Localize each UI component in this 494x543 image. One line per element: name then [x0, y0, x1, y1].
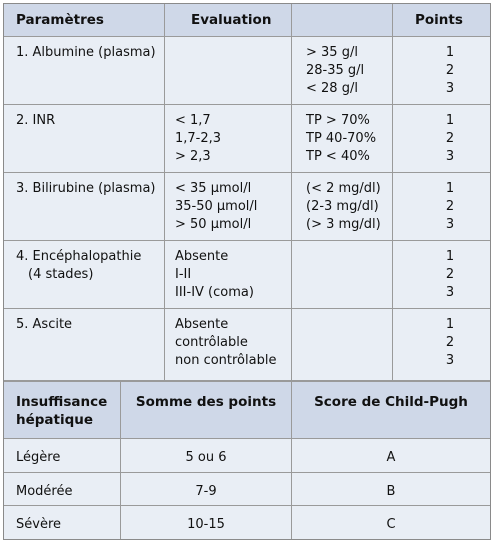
- summary-level: Légère: [16, 450, 61, 465]
- points-value: 1: [445, 113, 455, 128]
- param-evaluation: 35-50 µmol/l: [175, 199, 258, 214]
- points-value: 3: [445, 353, 455, 368]
- points-value: 2: [445, 199, 455, 214]
- param-evaluation: Absente: [175, 249, 229, 264]
- summary-score: C: [386, 517, 396, 532]
- points-value: 2: [445, 335, 455, 350]
- summary-points: 7-9: [195, 484, 217, 499]
- param-name: 5. Ascite: [16, 317, 73, 332]
- points-value: 1: [445, 317, 455, 332]
- param-value: (2-3 mg/dl): [306, 199, 379, 214]
- param-evaluation: < 35 µmol/l: [175, 181, 252, 196]
- param-name: 3. Bilirubine (plasma): [16, 181, 156, 196]
- table-row: [4, 309, 490, 381]
- points-value: 3: [445, 285, 455, 300]
- points-value: 2: [445, 131, 455, 146]
- summary-level: Modérée: [16, 484, 73, 499]
- summary-level: Sévère: [16, 517, 61, 532]
- param-evaluation: 1,7-2,3: [175, 131, 222, 146]
- table-header: [4, 4, 490, 37]
- param-value: TP 40-70%: [306, 131, 377, 146]
- header-score-child-pugh: Score de Child-Pugh: [314, 394, 468, 410]
- param-name: 4. Encéphalopathie: [16, 249, 142, 264]
- points-value: 3: [445, 149, 455, 164]
- points-value: 3: [445, 217, 455, 232]
- header-insuffisance: Insuffisance: [16, 394, 108, 410]
- param-name: 2. INR: [16, 113, 56, 128]
- param-value: > 35 g/l: [306, 45, 358, 60]
- points-value: 1: [445, 181, 455, 196]
- param-evaluation: contrôlable: [175, 335, 248, 350]
- param-value: TP < 40%: [306, 149, 370, 164]
- summary-score: B: [386, 484, 396, 499]
- summary-row: [4, 439, 490, 473]
- table-row: [4, 37, 490, 105]
- summary-row: [4, 473, 490, 506]
- param-evaluation: I-II: [175, 267, 192, 282]
- param-value: < 28 g/l: [306, 81, 358, 96]
- points-value: 3: [445, 81, 455, 96]
- child-pugh-table: [3, 3, 491, 540]
- header-points: Points: [415, 12, 463, 28]
- param-evaluation: > 50 µmol/l: [175, 217, 252, 232]
- header-parametres: Paramètres: [16, 12, 104, 28]
- param-value: 28-35 g/l: [306, 63, 365, 78]
- summary-points: 10-15: [187, 517, 225, 532]
- param-name: 1. Albumine (plasma): [16, 45, 156, 60]
- param-value: (> 3 mg/dl): [306, 217, 381, 232]
- points-value: 2: [445, 63, 455, 78]
- param-evaluation: Absente: [175, 317, 229, 332]
- header-somme-points: Somme des points: [135, 394, 277, 410]
- param-evaluation: > 2,3: [175, 149, 211, 164]
- summary-header: [4, 381, 490, 439]
- param-evaluation: non contrôlable: [175, 353, 277, 368]
- table-row: [4, 173, 490, 241]
- table-row: [4, 241, 490, 309]
- points-value: 1: [445, 249, 455, 264]
- table-row: [4, 105, 490, 173]
- points-value: 2: [445, 267, 455, 282]
- points-value: 1: [445, 45, 455, 60]
- summary-row: [4, 506, 490, 539]
- summary-points: 5 ou 6: [185, 450, 227, 465]
- param-name-sub: (4 stades): [28, 267, 94, 282]
- header-hepatique: hépatique: [16, 412, 94, 428]
- param-value: TP > 70%: [306, 113, 370, 128]
- param-evaluation: < 1,7: [175, 113, 211, 128]
- summary-score: A: [386, 450, 396, 465]
- header-evaluation: Evaluation: [191, 12, 272, 28]
- param-value: (< 2 mg/dl): [306, 181, 381, 196]
- param-evaluation: III-IV (coma): [175, 285, 254, 300]
- header-blank: [291, 4, 392, 36]
